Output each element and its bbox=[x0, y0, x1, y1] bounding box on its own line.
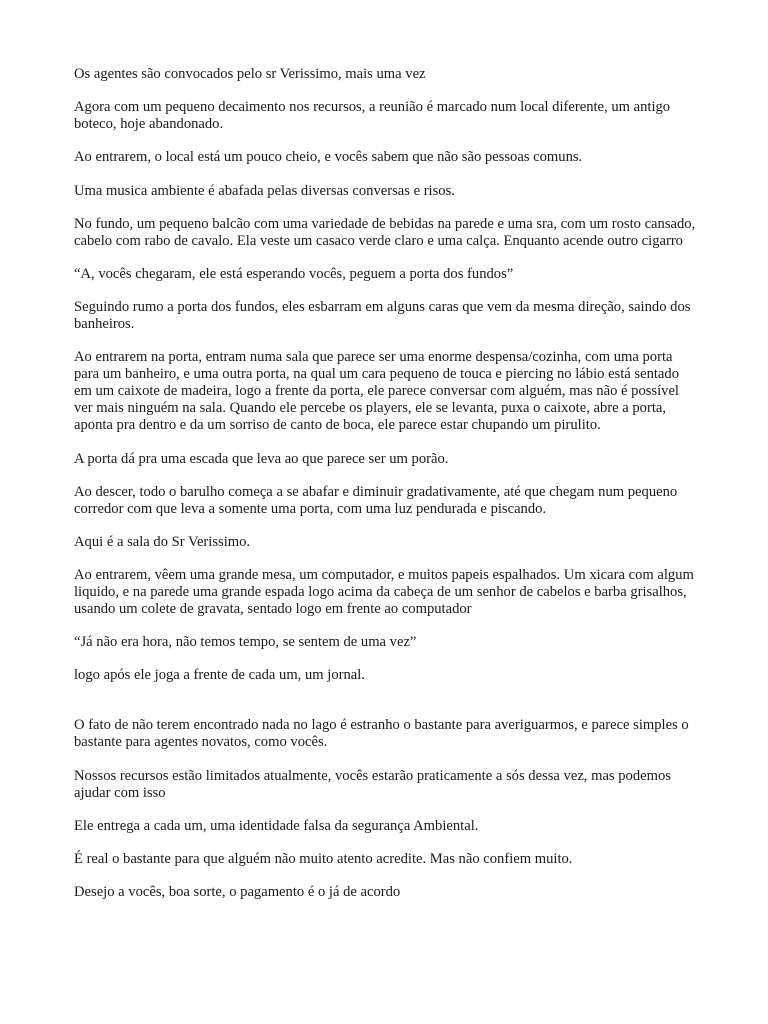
paragraph-1: Os agentes são convocados pelo sr Verissimo, mais uma vez bbox=[74, 66, 426, 82]
paragraph-9: A porta dá pra uma escada que leva ao que parece ser um porão. bbox=[74, 450, 449, 467]
paragraph-12: Ao entrarem, vêem uma grande mesa, um computador, e muitos papeis espalhados. Um xicara com algum liquido, e na parede uma grande espada logo acima da cabeça de um senhor de cabelos e barba grisalhos, usando um colete de gravata, sentado logo em frente ao computador bbox=[74, 567, 694, 618]
paragraph-18: É real o bastante para que alguém não muito atento acredite. Mas não confiem muito. bbox=[74, 851, 573, 867]
paragraph-17: Ele entrega a cada um, uma identidade falsa da segurança Ambiental. bbox=[74, 817, 479, 834]
paragraph-16: Nossos recursos estão limitados atualmente, vocês estarão praticamente a sós dessa vez, mas podemos ajudar com isso bbox=[74, 767, 671, 801]
paragraph-11: Aqui é a sala do Sr Verissimo. bbox=[74, 533, 251, 550]
paragraph-14: logo após ele joga a frente de cada um, um jornal. bbox=[74, 667, 365, 684]
paragraph-15: O fato de não terem encontrado nada no lago é estranho o bastante para averiguarmos, e parece simples o bastante para agentes novatos, como vocês. bbox=[74, 717, 689, 751]
document-body bbox=[74, 66, 698, 917]
paragraph-7: Seguindo rumo a porta dos fundos, eles esbarram em alguns caras que vem da mesma direção, saindo dos banheiros. bbox=[74, 299, 691, 333]
paragraph-6: “A, vocês chegaram, ele está esperando vocês, peguem a porta dos fundos” bbox=[74, 265, 514, 282]
paragraph-2: Agora com um pequeno decaimento nos recursos, a reunião é marcado num local diferente, um antigo boteco, hoje abandonado. bbox=[74, 99, 671, 133]
paragraph-3: Ao entrarem, o local está um pouco cheio, e vocês sabem que não são pessoas comuns. bbox=[74, 149, 583, 166]
paragraph-13: “Já não era hora, não temos tempo, se sentem de uma vez” bbox=[74, 634, 417, 651]
paragraph-10: Ao descer, todo o barulho começa a se abafar e diminuir gradativamente, até que chegam num pequeno corredor com que leva a somente uma porta, com uma luz pendurada e piscando. bbox=[74, 483, 678, 517]
paragraph-19: Desejo a vocês, boa sorte, o pagamento é o já de acordo bbox=[74, 884, 401, 901]
paragraph-8: Ao entrarem na porta, entram numa sala que parece ser uma enorme despensa/cozinha, com uma porta para um banheiro, e uma outra porta, na qual um cara pequeno de touca e piercing no lábio está sentado em um caixote de madeira, logo a frente da porta, ele parece conversar com alguém, mas não é possível ver mais ninguém na sala. Quando ele percebe os players, ele se levanta, puxa o caixote, abre a porta, aponta pra dentro e da um sorriso de canto de boca, ele parece estar chupando um pirulito. bbox=[74, 349, 679, 434]
paragraph-4: Uma musica ambiente é abafada pelas diversas conversas e risos. bbox=[74, 182, 455, 199]
paragraph-5: No fundo, um pequeno balcão com uma variedade de bebidas na parede e uma sra, com um rosto cansado, cabelo com rabo de cavalo. Ela veste um casaco verde claro e uma calça. Enquanto acende outro cigarro bbox=[74, 215, 696, 249]
